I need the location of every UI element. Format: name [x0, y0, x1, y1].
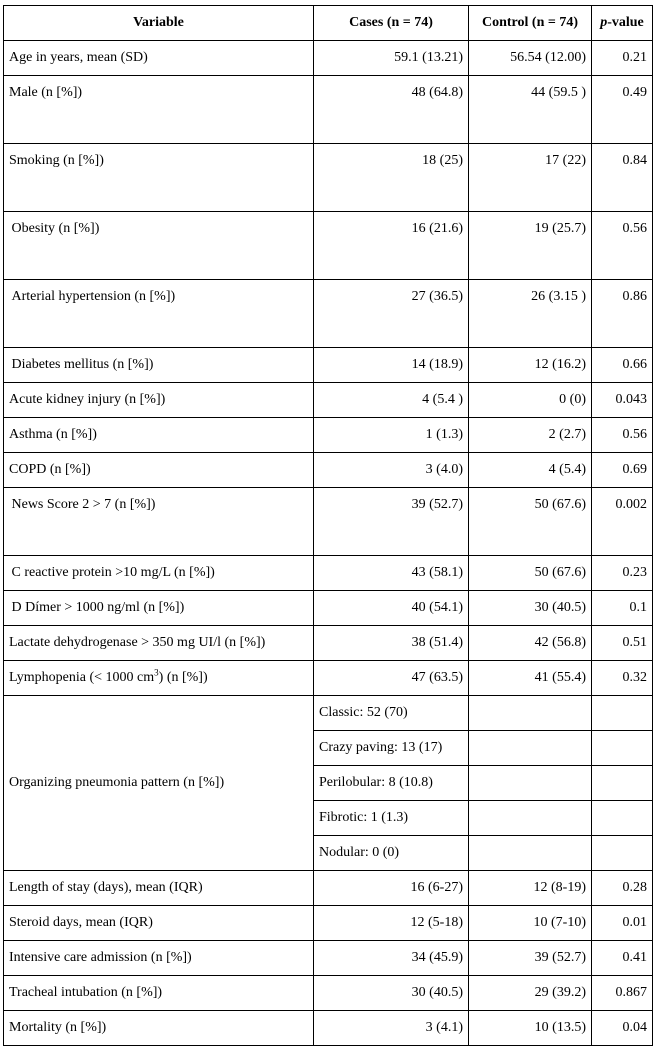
cases-value: 27 (36.5) [314, 280, 469, 348]
control-value: 2 (2.7) [469, 418, 592, 453]
p-value: 0.86 [592, 280, 653, 348]
p-value: 0.49 [592, 76, 653, 144]
results-table [3, 5, 653, 1046]
row-label: Asthma (n [%]) [4, 418, 314, 453]
p-value: 0.1 [592, 591, 653, 626]
p-value: 0.23 [592, 556, 653, 591]
table-row [4, 1011, 653, 1046]
cases-value: 40 (54.1) [314, 591, 469, 626]
p-value: 0.002 [592, 488, 653, 556]
table-row [4, 280, 653, 348]
control-value: 12 (16.2) [469, 348, 592, 383]
row-label: Smoking (n [%]) [4, 144, 314, 212]
empty-cell [592, 801, 653, 836]
control-value: 44 (59.5 ) [469, 76, 592, 144]
cases-value: 16 (21.6) [314, 212, 469, 280]
control-value: 50 (67.6) [469, 556, 592, 591]
p-value: 0.867 [592, 976, 653, 1011]
row-label: Male (n [%]) [4, 76, 314, 144]
cases-value: 59.1 (13.21) [314, 41, 469, 76]
table-row [4, 418, 653, 453]
p-value: 0.01 [592, 906, 653, 941]
row-label: COPD (n [%]) [4, 453, 314, 488]
p-value: 0.04 [592, 1011, 653, 1046]
p-value: 0.28 [592, 871, 653, 906]
row-label: Steroid days, mean (IQR) [4, 906, 314, 941]
table-row [4, 144, 653, 212]
row-label: Tracheal intubation (n [%]) [4, 976, 314, 1011]
control-value: 30 (40.5) [469, 591, 592, 626]
table-row [4, 661, 653, 696]
p-value: 0.56 [592, 212, 653, 280]
cases-value: 1 (1.3) [314, 418, 469, 453]
control-value: 41 (55.4) [469, 661, 592, 696]
pattern-nodular: Nodular: 0 (0) [314, 836, 469, 871]
control-value: 56.54 (12.00) [469, 41, 592, 76]
table-row [4, 556, 653, 591]
table-row [4, 76, 653, 144]
control-value: 50 (67.6) [469, 488, 592, 556]
table-row [4, 212, 653, 280]
control-value: 12 (8-19) [469, 871, 592, 906]
empty-cell [469, 801, 592, 836]
empty-cell [592, 696, 653, 731]
p-value: 0.043 [592, 383, 653, 418]
control-value: 4 (5.4) [469, 453, 592, 488]
cases-value: 18 (25) [314, 144, 469, 212]
row-label: Age in years, mean (SD) [4, 41, 314, 76]
table-row [4, 348, 653, 383]
cases-value: 39 (52.7) [314, 488, 469, 556]
row-label: D Dímer > 1000 ng/ml (n [%]) [4, 591, 314, 626]
p-value: 0.32 [592, 661, 653, 696]
cases-value: 47 (63.5) [314, 661, 469, 696]
table-row [4, 591, 653, 626]
cases-value: 3 (4.0) [314, 453, 469, 488]
cases-value: 16 (6-27) [314, 871, 469, 906]
p-value: 0.51 [592, 626, 653, 661]
table-row [4, 941, 653, 976]
table-row [4, 453, 653, 488]
table-row [4, 871, 653, 906]
header-row [4, 6, 653, 41]
control-value: 29 (39.2) [469, 976, 592, 1011]
cases-value: 48 (64.8) [314, 76, 469, 144]
table-row [4, 976, 653, 1011]
pattern-fibrotic: Fibrotic: 1 (1.3) [314, 801, 469, 836]
cases-value: 34 (45.9) [314, 941, 469, 976]
cases-value: 43 (58.1) [314, 556, 469, 591]
row-label: Obesity (n [%]) [4, 212, 314, 280]
control-value: 26 (3.15 ) [469, 280, 592, 348]
control-value: 42 (56.8) [469, 626, 592, 661]
cases-value: 12 (5-18) [314, 906, 469, 941]
empty-cell [469, 731, 592, 766]
empty-cell [469, 836, 592, 871]
cases-value: 14 (18.9) [314, 348, 469, 383]
control-value: 17 (22) [469, 144, 592, 212]
p-value: 0.21 [592, 41, 653, 76]
header-cases: Cases (n = 74) [314, 6, 469, 41]
row-label: Intensive care admission (n [%]) [4, 941, 314, 976]
empty-cell [592, 766, 653, 801]
header-p-italic: p [600, 15, 608, 30]
header-variable: Variable [4, 6, 314, 41]
row-label: Diabetes mellitus (n [%]) [4, 348, 314, 383]
cases-value: 38 (51.4) [314, 626, 469, 661]
header-control: Control (n = 74) [469, 6, 592, 41]
empty-cell [592, 731, 653, 766]
control-value: 10 (7-10) [469, 906, 592, 941]
cases-value: 4 (5.4 ) [314, 383, 469, 418]
pattern-perilobular: Perilobular: 8 (10.8) [314, 766, 469, 801]
row-label: Acute kidney injury (n [%]) [4, 383, 314, 418]
control-value: 19 (25.7) [469, 212, 592, 280]
p-value: 0.56 [592, 418, 653, 453]
table-row [4, 626, 653, 661]
organizing-row [4, 696, 653, 731]
header-p-rest: -value [607, 15, 644, 30]
row-label: Length of stay (days), mean (IQR) [4, 871, 314, 906]
organizing-label: Organizing pneumonia pattern (n [%]) [4, 696, 314, 871]
table-row [4, 906, 653, 941]
control-value: 0 (0) [469, 383, 592, 418]
table-row [4, 41, 653, 76]
row-label: C reactive protein >10 mg/L (n [%]) [4, 556, 314, 591]
row-label: Lactate dehydrogenase > 350 mg UI/l (n [%]) [4, 626, 314, 661]
p-value: 0.66 [592, 348, 653, 383]
row-label: Mortality (n [%]) [4, 1011, 314, 1046]
cases-value: 3 (4.1) [314, 1011, 469, 1046]
row-label: Lymphopenia (< 1000 $cm^3$) (n [%]) [4, 661, 314, 696]
empty-cell [469, 766, 592, 801]
table-row [4, 488, 653, 556]
pattern-crazy-paving: Crazy paving: 13 (17) [314, 731, 469, 766]
p-value: 0.41 [592, 941, 653, 976]
cases-value: 30 (40.5) [314, 976, 469, 1011]
table-row [4, 383, 653, 418]
p-value: 0.84 [592, 144, 653, 212]
control-value: 39 (52.7) [469, 941, 592, 976]
row-label: Arterial hypertension (n [%]) [4, 280, 314, 348]
row-label: News Score 2 > 7 (n [%]) [4, 488, 314, 556]
empty-cell [592, 836, 653, 871]
pattern-classic: Classic: 52 (70) [314, 696, 469, 731]
control-value: 10 (13.5) [469, 1011, 592, 1046]
header-p-value [592, 6, 653, 41]
p-value: 0.69 [592, 453, 653, 488]
empty-cell [469, 696, 592, 731]
